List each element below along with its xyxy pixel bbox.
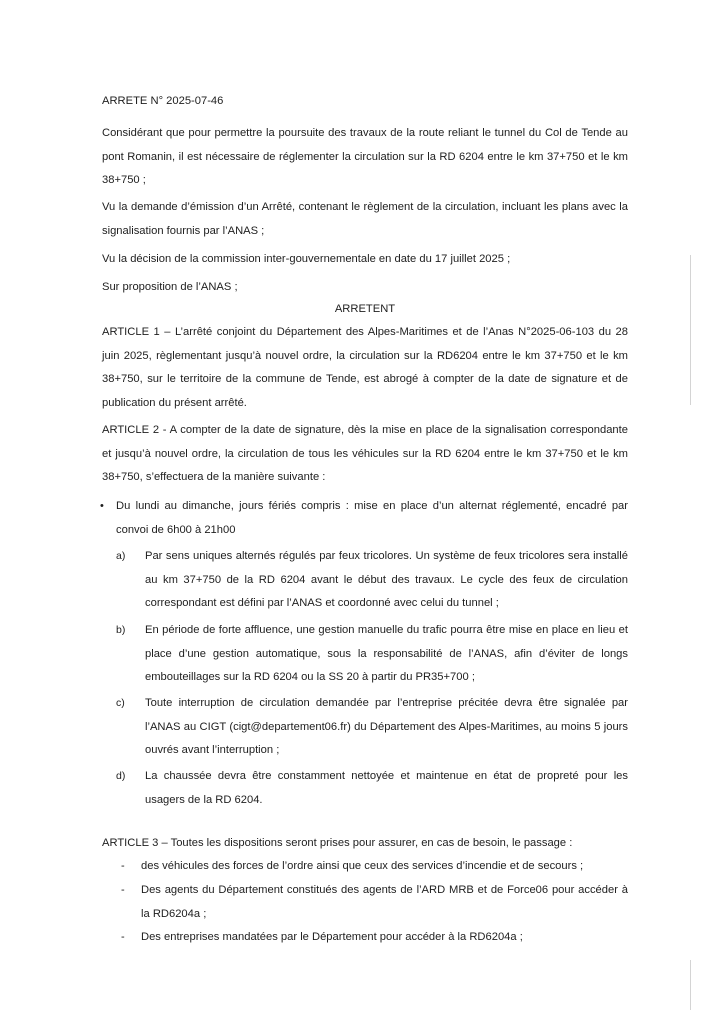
vu-demande-paragraph: Vu la demande d’émission d’un Arrêté, contenant le règlement de la circulation, incluant les plans avec la signalisation fournis par l’ANAS ; — [102, 201, 628, 237]
bullet-schedule: Du lundi au dimanche, jours fériés compris : mise en place d’un alternat réglementé, encadré par convoi de 6h00 à 21h00 — [116, 500, 628, 536]
dash-item-2: Des agents du Département constitués des agents de l’ARD MRB et de Force06 pour accéder à la RD6204a ; — [141, 884, 628, 920]
item-label-a: a) — [116, 550, 126, 562]
bullet-mark: • — [100, 500, 104, 512]
item-label-c: c) — [116, 697, 125, 709]
arrete-number: ARRETE N° 2025-07-46 — [102, 95, 224, 107]
article-2: ARTICLE 2 - A compter de la date de signature, dès la mise en place de la signalisation correspondante et jusqu’à nouvel ordre, la circulation de tous les véhicules sur la RD 6204 entre le km 37+750 et le km 38+750, s’effectuera de la manière suivante : — [102, 424, 628, 483]
proposition-paragraph: Sur proposition de l’ANAS ; — [102, 281, 238, 293]
arretent-heading: ARRETENT — [334, 303, 396, 315]
item-text-b: En période de forte affluence, une gestion manuelle du trafic pourra être mise en place en lieu et place d’une gestion automatique, sous la responsabilité de l’ANAS, afin d’éviter de longs embouteillages sur la RD 6204 ou la SS 20 à partir du PR35+700 ; — [145, 624, 628, 683]
article-3: ARTICLE 3 – Toutes les dispositions seront prises pour assurer, en cas de besoin, le passage : — [102, 837, 573, 849]
dash-mark-3: - — [121, 931, 125, 943]
dash-mark-2: - — [121, 884, 125, 896]
article-1: ARTICLE 1 – L’arrêté conjoint du Département des Alpes-Maritimes et de l’Anas N°2025-06-103 du 28 juin 2025, règlementant jusqu’à nouvel ordre, la circulation sur la RD6204 entre le km 37+750 et le km 38+750, sur le territoire de la commune de Tende, est abrogé à compter de la date de signature et de publication du présent arrêté. — [102, 326, 628, 409]
item-label-b: b) — [116, 624, 126, 636]
item-text-a: Par sens uniques alternés régulés par feux tricolores. Un système de feux tricolores sera installé au km 37+750 de la RD 6204 avant le début des travaux. Le cycle des feux de circulation correspondant est défini par l’ANAS et coordonné avec celui du tunnel ; — [145, 550, 628, 609]
dash-mark-1: - — [121, 860, 125, 872]
dash-item-1: des véhicules des forces de l’ordre ainsi que ceux des services d’incendie et de secours ; — [141, 860, 584, 872]
item-text-d: La chaussée devra être constamment nettoyée et maintenue en état de propreté pour les usagers de la RD 6204. — [145, 770, 628, 806]
considerant-paragraph: Considérant que pour permettre la poursuite des travaux de la route reliant le tunnel du Col de Tende au pont Romanin, il est nécessaire de réglementer la circulation sur la RD 6204 entre le km 37+750 et le km 38+750 ; — [102, 127, 628, 186]
item-label-d: d) — [116, 770, 126, 782]
scan-edge-mark — [690, 255, 691, 405]
item-text-c: Toute interruption de circulation demandée par l’entreprise précitée devra être signalée par l’ANAS au CIGT (cigt@departement06.fr) du Département des Alpes-Maritimes, au moins 5 jours ouvrés avant l’interruption ; — [145, 697, 628, 756]
vu-decision-paragraph: Vu la décision de la commission inter-gouvernementale en date du 17 juillet 2025 ; — [102, 253, 511, 265]
scan-edge-mark-bottom — [690, 960, 691, 1010]
dash-item-3: Des entreprises mandatées par le Département pour accéder à la RD6204a ; — [141, 931, 523, 943]
